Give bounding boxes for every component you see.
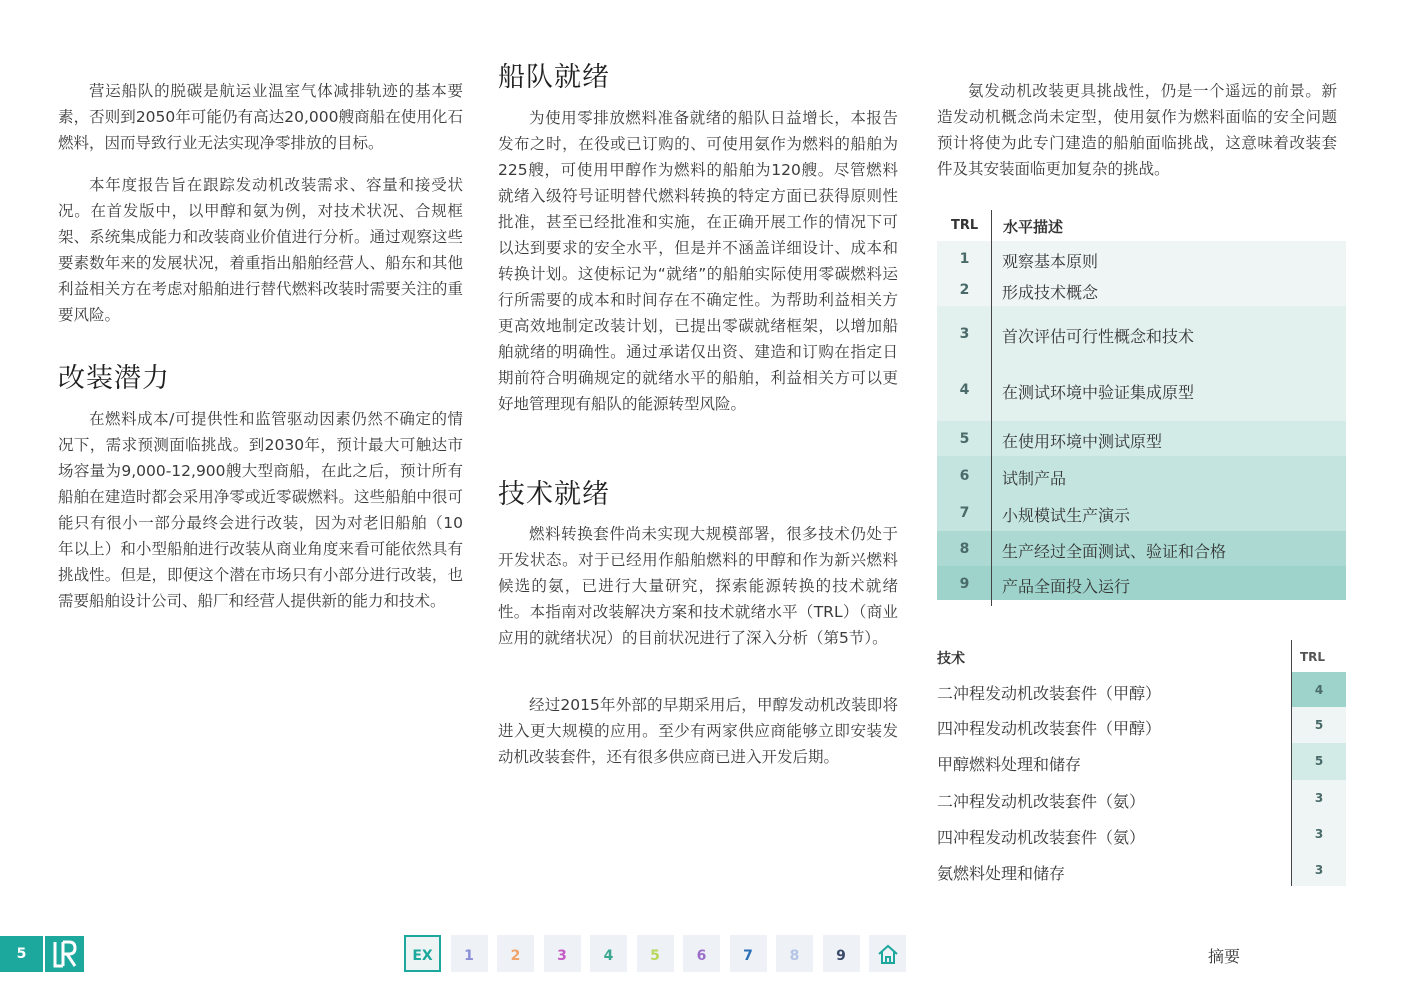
home-icon: [876, 943, 900, 965]
tech-trl-value: 5: [1314, 754, 1324, 768]
trl-table: [937, 210, 1346, 600]
trl-description: 小规模试生产演示: [1002, 506, 1131, 525]
intro-paragraph-1: 营运船队的脱碳是航运业温室气体减排轨迹的基本要素，否则到2050年可能仍有高达20,000艘商船在使用化石燃料，因而导致行业无法实现净零排放的目标。: [58, 82, 463, 152]
trl-description: 在使用环境中测试原型: [1002, 432, 1163, 451]
nav-button-8[interactable]: 8: [776, 935, 813, 972]
tech-name: 二冲程发动机改装套件（氨）: [937, 792, 1146, 811]
trl-level: 7: [959, 505, 970, 521]
heading-fleet-readiness: 船队就绪: [498, 62, 610, 93]
heading-retrofit-potential: 改装潜力: [58, 363, 170, 394]
tech-table-header-trl: TRL: [1300, 650, 1326, 664]
nav-button-1[interactable]: 1: [451, 935, 488, 972]
trl-row: [937, 241, 1346, 272]
tech-trl-value: 3: [1314, 863, 1324, 877]
tech-paragraph-2: 经过2015年外部的早期采用后，甲醇发动机改装即将进入更大规模的应用。至少有两家供应商能够立即安装发动机改装套件，还有很多供应商已进入开发后期。: [498, 696, 898, 766]
nav-button-9[interactable]: 9: [823, 935, 860, 972]
tech-table-divider: [1291, 640, 1292, 886]
trl-table-body: [937, 241, 1346, 600]
heading-tech-readiness: 技术就绪: [498, 479, 610, 510]
trl-level: 4: [959, 382, 970, 398]
trl-level: 9: [959, 576, 970, 592]
trl-level: 5: [959, 431, 970, 447]
tech-name: 甲醇燃料处理和储存: [937, 755, 1082, 774]
tech-table-header-tech: 技术: [937, 651, 965, 667]
nav-button-6[interactable]: 6: [683, 935, 720, 972]
trl-level: 8: [959, 541, 970, 557]
tech-trl-value: 5: [1314, 718, 1324, 732]
fleet-paragraph: 为使用零排放燃料准备就绪的船队日益增长，本报告发布之时，在役或已订购的、可使用氨作为燃料的船舶为225艘，可使用甲醇作为燃料的船舶为120艘。尽管燃料就绪入级符号证明替代燃料转换的特定方面已获得原则性批准，甚至已经批准和实施，在正确开展工作的情况下可以达到要求的安全水平，但是并不涵盖详细设计、成本和转换计划。这使标记为“就绪”的船舶实际使用零碳燃料运行所需要的成本和时间存在不确定性。为帮助利益相关方更高效地制定改装计划，已提出零碳就绪框架，以增加船舶就绪的明确性。通过承诺仅出资、建造和订购在指定日期前符合明确规定的就绪水平的船舶，利益相关方可以更好地管理现有船队的能源转型风险。: [498, 109, 898, 413]
nav-button-7[interactable]: 7: [730, 935, 767, 972]
trl-level: 3: [959, 326, 970, 342]
trl-row: [937, 456, 1346, 493]
page-number: 5: [0, 936, 43, 972]
tech-row: [937, 672, 1346, 707]
trl-description: 产品全面投入运行: [1002, 577, 1131, 596]
nav-button-ex[interactable]: EX: [404, 935, 441, 972]
tech-trl-value: 3: [1314, 791, 1324, 805]
trl-row: [937, 531, 1346, 566]
tech-name: 四冲程发动机改装套件（甲醇）: [937, 719, 1162, 738]
trl-level: 6: [959, 468, 970, 484]
trl-table-header: [937, 210, 1346, 241]
tech-row: [937, 816, 1346, 852]
trl-row: [937, 493, 1346, 531]
tech-trl-value: 3: [1314, 827, 1324, 841]
trl-description: 试制产品: [1002, 469, 1067, 488]
nav-button-4[interactable]: 4: [590, 935, 627, 972]
home-button[interactable]: [869, 935, 906, 972]
intro-paragraph-2: 本年度报告旨在跟踪发动机改装需求、容量和接受状况。在首发版中，以甲醇和氨为例，对技术状况、合规框架、系统集成能力和改装商业价值进行分析。通过观察这些要素数年来的发展状况，着重指出船舶经营人、船东和其他利益相关方在考虑对船舶进行替代燃料改装时需要关注的重要风险。: [58, 176, 463, 324]
nav-button-2[interactable]: 2: [497, 935, 534, 972]
trl-level: 2: [959, 282, 970, 298]
trl-row: [937, 272, 1346, 306]
tech-row: [937, 852, 1346, 886]
trl-description: 首次评估可行性概念和技术: [1002, 327, 1195, 346]
trl-description: 生产经过全面测试、验证和合格: [1002, 542, 1227, 561]
trl-row: [937, 421, 1346, 456]
tech-name: 氨燃料处理和储存: [937, 864, 1066, 883]
footer-section-label[interactable]: 摘要: [1208, 947, 1241, 966]
potential-paragraph: 在燃料成本/可提供性和监管驱动因素仍然不确定的情况下，需求预测面临挑战。到2030年，预计最大可触达市场容量为9,000-12,900艘大型商船，在此之后，预计所有船舶在建造时都会采用净零或近零碳燃料。这些船舶中很可能只有很小一部分最终会进行改装，因为对老旧船舶（10年以上）和小型船舶进行改装从商业角度来看可能依然具有挑战性。但是，即便这个潜在市场只有小部分进行改装，也需要船舶设计公司、船厂和经营人提供新的能力和技术。: [58, 410, 463, 610]
trl-row: [937, 306, 1346, 364]
trl-description: 观察基本原则: [1002, 252, 1099, 271]
tech-row: [937, 780, 1346, 816]
tech-trl-value: 4: [1314, 683, 1324, 697]
lr-logo[interactable]: [45, 936, 84, 972]
lr-logo-icon: [45, 936, 84, 972]
tech-row: [937, 707, 1346, 743]
trl-level: 1: [959, 251, 970, 267]
tech-name: 四冲程发动机改装套件（氨）: [937, 828, 1146, 847]
nav-button-3[interactable]: 3: [544, 935, 581, 972]
trl-row: [937, 364, 1346, 421]
tech-name: 二冲程发动机改装套件（甲醇）: [937, 684, 1162, 703]
trl-description: 形成技术概念: [1002, 283, 1099, 302]
trl-description: 在测试环境中验证集成原型: [1002, 383, 1195, 402]
trl-desc-header-label: 水平描述: [1003, 218, 1064, 236]
trl-table-divider: [991, 210, 992, 606]
tech-row: [937, 743, 1346, 780]
nav-button-5[interactable]: 5: [637, 935, 674, 972]
trl-row: [937, 566, 1346, 600]
trl-header-label: TRL: [951, 218, 979, 233]
ammonia-paragraph: 氨发动机改装更具挑战性，仍是一个遥远的前景。新造发动机概念尚未定型，使用氨作为燃料面临的安全问题预计将使为此专门建造的船舶面临挑战，这意味着改装套件及其安装面临更加复杂的挑战。: [937, 82, 1337, 178]
tech-paragraph-1: 燃料转换套件尚未实现大规模部署，很多技术仍处于开发状态。对于已经用作船舶燃料的甲醇和作为新兴燃料候选的氨，已进行大量研究，探索能源转换的技术就绪性。本指南对改装解决方案和技术就绪水平（TRL）（商业应用的就绪状况）的目前状况进行了深入分析（第5节）。: [498, 525, 898, 647]
